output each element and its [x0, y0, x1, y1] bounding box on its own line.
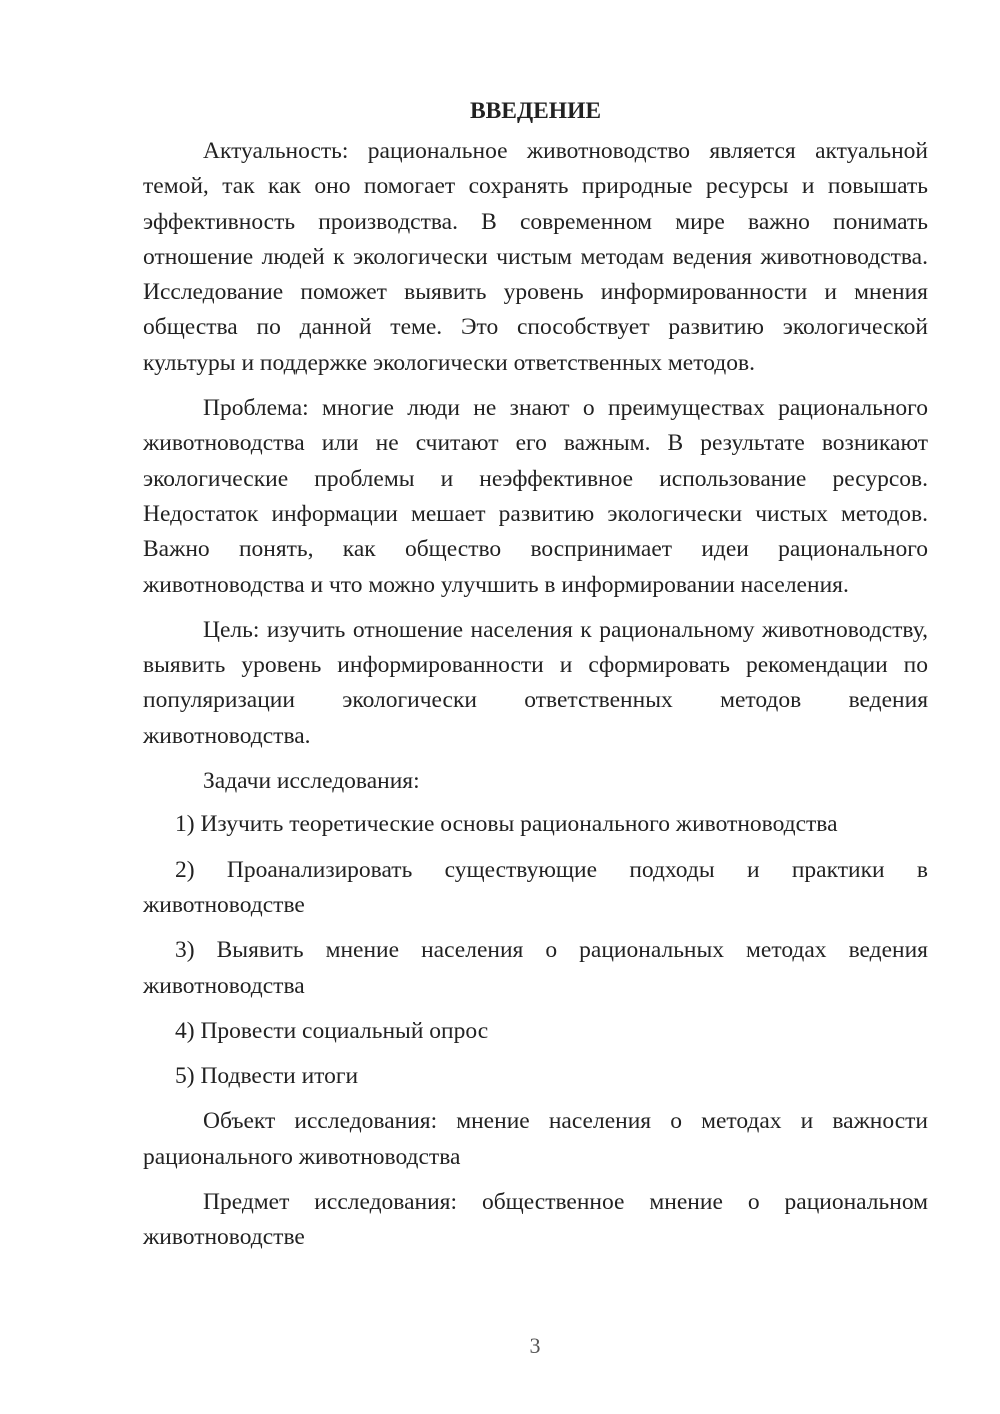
object-paragraph: Объект исследования: мнение населения о методах и важности рационального животноводства [143, 1108, 928, 1170]
document-page [143, 92, 928, 1266]
task-item-4: 4) Провести социальный опрос [175, 1017, 489, 1044]
task-item-2: 2) Проанализировать существующие подходы и практики в животноводстве [143, 856, 928, 918]
task-item-3: 3) Выявить мнение населения о рациональных методах ведения животноводства [143, 937, 928, 999]
task-item-1: 1) Изучить теоретические основы рационального животноводства [175, 811, 838, 838]
tasks-heading: Задачи исследования: [203, 768, 420, 795]
subject-paragraph: Предмет исследования: общественное мнение о рациональном животноводстве [143, 1189, 928, 1251]
page-title: ВВЕДЕНИЕ [469, 98, 602, 124]
page-number: 3 [529, 1333, 541, 1358]
goal-paragraph: Цель: изучить отношение населения к рациональному животноводству, выявить уровень информированности и сформировать рекомендации по популяризации экологически ответственных методов ведения животноводства. [143, 616, 928, 749]
relevance-paragraph: Актуальность: рациональное животноводство является актуальной темой, так как оно помогает сохранять природные ресурсы и повышать эффективность производства. В современном мире важно понимать отношение людей к экологически чистым методам ведения животноводства. Исследование поможет выявить уровень информированности и мнения общества по данной теме. Это способствует развитию экологической культуры и поддержке экологически ответственных методов. [143, 138, 928, 376]
problem-paragraph: Проблема: многие люди не знают о преимуществах рационального животноводства или не считают его важным. В результате возникают экологические проблемы и неэффективное использование ресурсов. Недостаток информации мешает развитию экологически чистых методов. Важно понять, как общество воспринимает идеи рационального животноводства и что можно улучшить в информировании населения. [143, 395, 928, 598]
task-item-5: 5) Подвести итоги [175, 1063, 359, 1090]
